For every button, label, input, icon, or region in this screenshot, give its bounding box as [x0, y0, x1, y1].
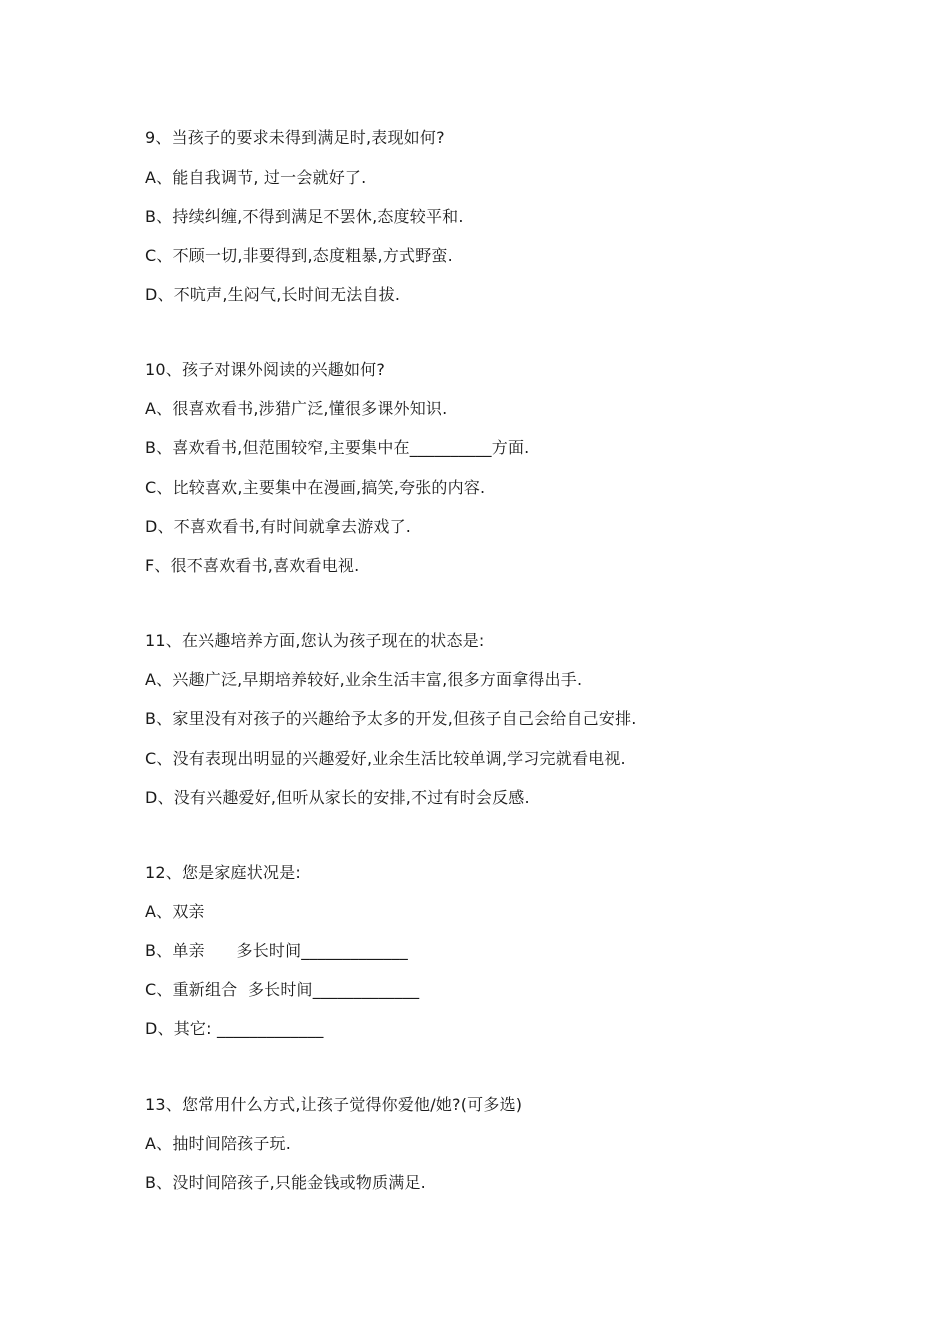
question-title: 11、在兴趣培养方面,您认为孩子现在的状态是:: [145, 631, 485, 650]
option-text: B、家里没有对孩子的兴趣给予太多的开发,但孩子自己会给自己安排.: [145, 709, 637, 728]
option-text: D、不喜欢看书,有时间就拿去游戏了.: [145, 517, 412, 536]
option-text: B、没时间陪孩子,只能金钱或物质满足.: [145, 1173, 426, 1192]
option-text: D、不吭声,生闷气,长时间无法自拔.: [145, 285, 401, 304]
option-text: C、没有表现出明显的兴趣爱好,业余生活比较单调,学习完就看电视.: [145, 749, 626, 768]
question-title: 12、您是家庭状况是:: [145, 863, 301, 882]
option-text: D、没有兴趣爱好,但听从家长的安排,不过有时会反感.: [145, 788, 530, 807]
option-text: A、能自我调节, 过一会就好了.: [145, 168, 367, 187]
question-title: 9、当孩子的要求未得到满足时,表现如何?: [145, 128, 445, 147]
option-text: C、比较喜欢,主要集中在漫画,搞笑,夸张的内容.: [145, 478, 486, 497]
option-text: A、双亲: [145, 902, 205, 921]
option-text: A、兴趣广泛,早期培养较好,业余生活丰富,很多方面拿得出手.: [145, 670, 583, 689]
question-title: 10、孩子对课外阅读的兴趣如何?: [145, 360, 386, 379]
option-text: A、很喜欢看书,涉猎广泛,懂很多课外知识.: [145, 399, 448, 418]
option-text: B、持续纠缠,不得到满足不罢休,态度较平和.: [145, 207, 464, 226]
option-text: D、其它: _____________: [145, 1019, 324, 1038]
option-text: C、重新组合 多长时间_____________: [145, 980, 420, 999]
option-text: A、抽时间陪孩子玩.: [145, 1134, 292, 1153]
option-text: F、很不喜欢看书,喜欢看电视.: [145, 556, 360, 575]
option-text: B、单亲 多长时间_____________: [145, 941, 408, 960]
option-text: B、喜欢看书,但范围较窄,主要集中在__________方面.: [145, 438, 530, 457]
question-title: 13、您常用什么方式,让孩子觉得你爱他/她?(可多选): [145, 1095, 523, 1114]
option-text: C、不顾一切,非要得到,态度粗暴,方式野蛮.: [145, 246, 453, 265]
